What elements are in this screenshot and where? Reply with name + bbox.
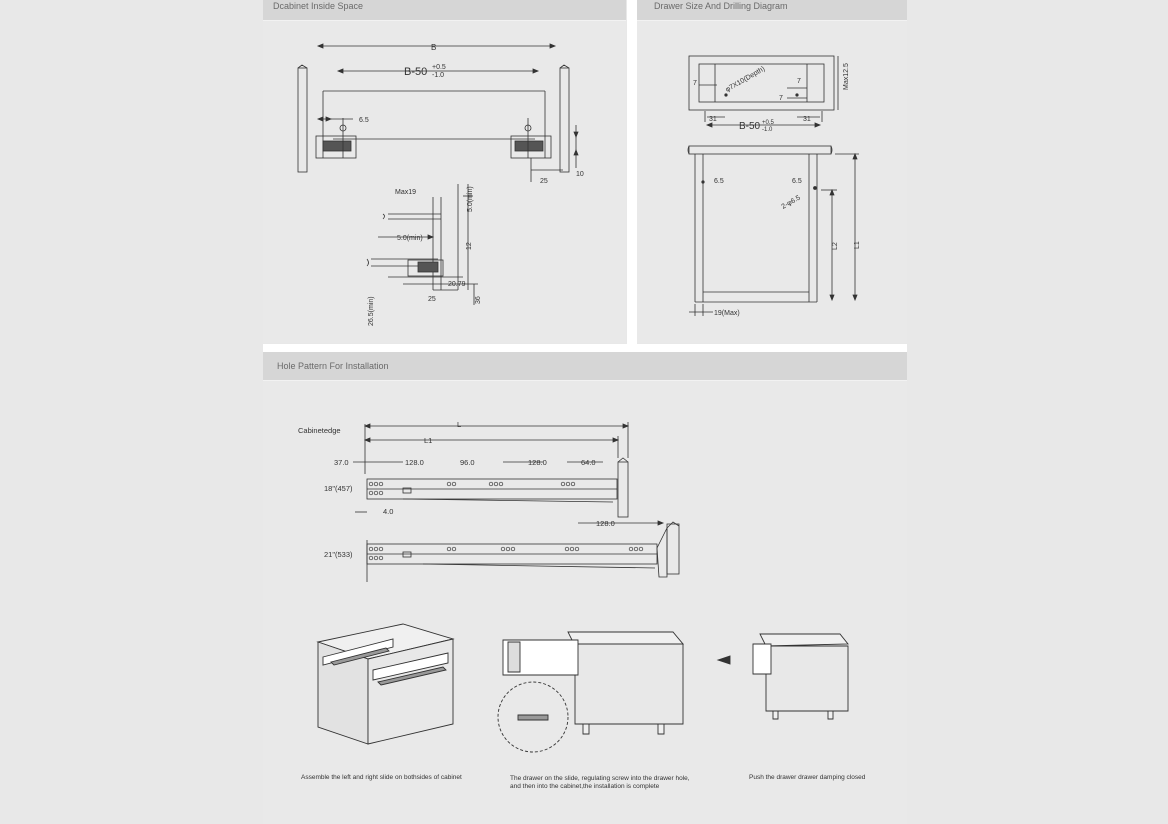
dim-4-label: 4.0 <box>383 507 394 516</box>
hole-pattern-title: Hole Pattern For Installation <box>277 361 389 371</box>
hole-pattern-diagram <box>263 352 907 824</box>
top-31-left: 31 <box>709 116 717 123</box>
cabinet-space-diagram <box>263 0 626 343</box>
step2-caption-line1: The drawer on the slide, regulating screw into the drawer hole, <box>510 775 690 782</box>
dim-6-5-label: 6.5 <box>359 117 369 124</box>
detail-12: 12 <box>466 242 473 250</box>
step3-illustration <box>718 634 848 719</box>
size-21-label: 21"(533) <box>324 550 353 559</box>
cabinet-edge-label: Cabinetedge <box>298 426 341 435</box>
dim-128-label: 128.0 <box>596 519 615 528</box>
drawer-size-diagram <box>637 0 907 343</box>
detail-36: 36 <box>475 296 482 304</box>
cabinet-space-title: Dcabinet Inside Space <box>273 1 364 11</box>
dim-b-label: B <box>431 43 437 52</box>
top-b50-tol-minus: -1.0 <box>762 127 773 133</box>
detail-26-5-min: 26.5(min) <box>368 296 375 326</box>
size-18-label: 18"(457) <box>324 484 353 493</box>
side-19-max: 19(Max) <box>714 310 740 317</box>
panel-divider-horizontal <box>263 344 907 352</box>
top-b50: B-50 <box>739 121 761 132</box>
dim-L1-label: L1 <box>424 436 433 445</box>
detail-min5-horizontal: 5.0(min) <box>397 235 423 242</box>
top-31-right: 31 <box>803 116 811 123</box>
side-hole-note: 2-φ6.5 <box>780 194 802 211</box>
dim-b50-label: B-50 <box>404 66 428 78</box>
drawer-size-title: Drawer Size And Drilling Diagram <box>654 1 788 11</box>
detail-20-79: 20.79 <box>448 281 466 288</box>
side-6-5-right: 6.5 <box>792 178 802 185</box>
step1-caption: Assemble the left and right slide on bothsides of cabinet <box>301 774 462 781</box>
panel-divider-vertical <box>627 0 637 344</box>
dim-b50-tol-plus: +0.5 <box>432 64 446 71</box>
dim-25-label: 25 <box>540 178 548 185</box>
top-max12-5: Max12.5 <box>843 63 850 90</box>
side-l1: L1 <box>854 241 861 249</box>
top-hole-note: φ7X10(Depth) <box>724 65 767 94</box>
dim-10-label: 10 <box>576 171 584 178</box>
top-7-right: 7 <box>797 78 801 85</box>
spacing-4: 64.0 <box>581 458 596 467</box>
detail-max19: Max19 <box>395 189 417 196</box>
side-6-5-left: 6.5 <box>714 178 724 185</box>
step2-illustration <box>498 632 683 752</box>
step1-illustration <box>318 624 453 744</box>
dim-b50-tol-minus: -1.0 <box>432 72 445 79</box>
dim-37-label: 37.0 <box>334 458 349 467</box>
spacing-2: 96.0 <box>460 458 475 467</box>
top-7-mid: 7 <box>779 95 783 102</box>
spacing-3: 128.0 <box>528 458 547 467</box>
top-b50-tol-plus: +0.5 <box>762 120 774 126</box>
spacing-1: 128.0 <box>405 458 424 467</box>
side-l2: L2 <box>832 242 839 250</box>
dim-L-label: L <box>457 420 462 429</box>
top-7-left: 7 <box>693 80 697 87</box>
step3-caption: Push the drawer drawer damping closed <box>749 774 866 781</box>
detail-25: 25 <box>428 296 436 303</box>
detail-min5-vertical: 5.0(min) <box>467 186 474 212</box>
step2-caption-line2: and then into the cabinet,the installation is complete <box>510 783 660 790</box>
